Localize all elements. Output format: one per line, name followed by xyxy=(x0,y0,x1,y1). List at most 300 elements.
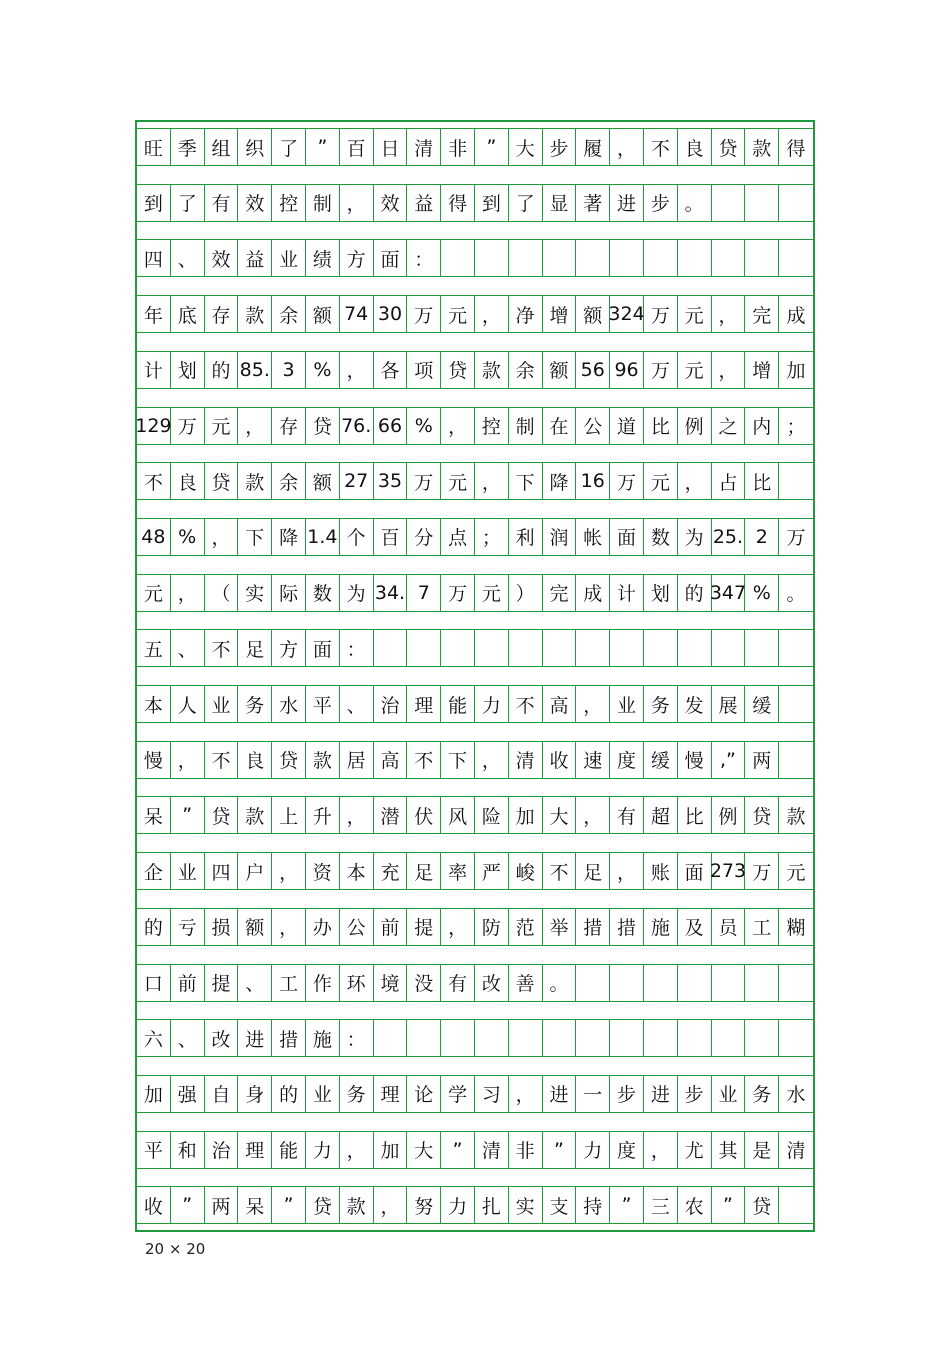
grid-cell: 347 xyxy=(712,575,746,611)
grid-cell xyxy=(745,630,779,666)
grid-cell: 元 xyxy=(475,575,509,611)
grid-cell: 数 xyxy=(306,575,340,611)
grid-cell: 元 xyxy=(205,408,239,444)
grid-cell: 完 xyxy=(745,296,779,332)
grid-cell: ， xyxy=(171,742,205,778)
grid-cell: ， xyxy=(610,129,644,165)
grid-cell: 完 xyxy=(543,575,577,611)
grid-cell: 前 xyxy=(374,909,408,945)
grid-cell: 。 xyxy=(678,185,712,221)
grid-cell: 的 xyxy=(678,575,712,611)
grid-cell: 著 xyxy=(576,185,610,221)
grid-cell: 前 xyxy=(171,965,205,1001)
grid-row xyxy=(137,462,813,500)
grid-cell: ， xyxy=(272,909,306,945)
grid-cell: 收 xyxy=(137,1187,171,1223)
grid-row xyxy=(137,741,813,779)
grid-cell: 员 xyxy=(712,909,746,945)
grid-cell: ， xyxy=(576,797,610,833)
grid-cell: 缓 xyxy=(644,742,678,778)
grid-cell: 额 xyxy=(306,296,340,332)
grid-cell: 元 xyxy=(786,861,806,884)
grid-cell: 支 xyxy=(543,1187,577,1223)
grid-cell: 险 xyxy=(475,797,509,833)
grid-cell: 四 xyxy=(205,853,239,889)
grid-cell: 织 xyxy=(238,129,272,165)
grid-cell: 有 xyxy=(205,185,239,221)
grid-cell: 、 xyxy=(340,686,374,722)
grid-cell: 余 xyxy=(272,296,306,332)
grid-cell: 之 xyxy=(712,408,746,444)
grid-cell xyxy=(576,1020,610,1056)
grid-cell: 防 xyxy=(475,909,509,945)
grid-cell: 占 xyxy=(712,463,746,499)
grid-cell: 款 xyxy=(786,805,806,828)
grid-cell: 款 xyxy=(745,129,779,165)
grid-cell: ， xyxy=(475,742,509,778)
grid-cell: 持 xyxy=(576,1187,610,1223)
grid-cell: 内 xyxy=(745,408,779,444)
grid-cell: 96 xyxy=(610,352,644,388)
grid-cell: 改 xyxy=(475,965,509,1001)
grid-cell: 为 xyxy=(340,575,374,611)
grid-cell: 益 xyxy=(238,240,272,276)
grid-cell: 务 xyxy=(644,686,678,722)
grid-cell: 清 xyxy=(475,1132,509,1168)
grid-size-caption: 20 × 20 xyxy=(145,1240,206,1258)
grid-cell: 加 xyxy=(374,1132,408,1168)
grid-cell: 步 xyxy=(678,1076,712,1112)
grid-cell xyxy=(576,965,610,1001)
grid-cell: 76. xyxy=(340,408,374,444)
grid-cell xyxy=(576,240,610,276)
grid-cell: ， xyxy=(678,463,712,499)
grid-cell: 改 xyxy=(205,1020,239,1056)
grid-cell xyxy=(745,1020,779,1056)
grid-cell: 业 xyxy=(712,1076,746,1112)
grid-cell: 利 xyxy=(509,519,543,555)
grid-cell: 措 xyxy=(272,1020,306,1056)
grid-cell: 季 xyxy=(171,129,205,165)
grid-cell: 实 xyxy=(509,1187,543,1223)
grid-cell: 不 xyxy=(407,742,441,778)
grid-cell: 。 xyxy=(786,583,806,606)
grid-cell: 措 xyxy=(576,909,610,945)
grid-cell: 居 xyxy=(340,742,374,778)
grid-cell: 能 xyxy=(272,1132,306,1168)
grid-cell: 非 xyxy=(441,129,475,165)
grid-cell: 组 xyxy=(205,129,239,165)
grid-cell: 面 xyxy=(374,240,408,276)
grid-row xyxy=(137,1186,813,1224)
grid-cell: ， xyxy=(340,797,374,833)
grid-cell: % xyxy=(407,408,441,444)
grid-cell: 提 xyxy=(407,909,441,945)
grid-cell: 习 xyxy=(475,1076,509,1112)
grid-cell: 降 xyxy=(543,463,577,499)
grid-cell: 步 xyxy=(610,1076,644,1112)
grid-cell: ” xyxy=(441,1132,475,1168)
grid-cell: 比 xyxy=(678,797,712,833)
grid-cell: 额 xyxy=(576,296,610,332)
grid-cell: 比 xyxy=(745,463,779,499)
grid-cell: 措 xyxy=(610,909,644,945)
grid-cell: 大 xyxy=(543,797,577,833)
grid-cell: 力 xyxy=(306,1132,340,1168)
grid-cell: 作 xyxy=(306,965,340,1001)
grid-cell: 治 xyxy=(374,686,408,722)
grid-cell: 水 xyxy=(786,1084,806,1107)
grid-cell: 良 xyxy=(238,742,272,778)
grid-cell: 16 xyxy=(576,463,610,499)
grid-cell: 速 xyxy=(576,742,610,778)
grid-cell: 不 xyxy=(137,463,171,499)
grid-cell: 面 xyxy=(678,853,712,889)
grid-cell: 额 xyxy=(238,909,272,945)
grid-cell: 面 xyxy=(610,519,644,555)
grid-cell: 2 xyxy=(745,519,779,555)
grid-cell: 尤 xyxy=(678,1132,712,1168)
grid-cell: 业 xyxy=(171,853,205,889)
grid-cell: 、 xyxy=(171,630,205,666)
grid-cell: 万 xyxy=(644,352,678,388)
grid-cell: 划 xyxy=(171,352,205,388)
grid-cell xyxy=(678,630,712,666)
grid-cell: 的 xyxy=(272,1076,306,1112)
grid-cell: 资 xyxy=(306,853,340,889)
grid-cell: 成 xyxy=(786,304,806,327)
grid-cell: ， xyxy=(340,1132,374,1168)
grid-cell: ， xyxy=(712,296,746,332)
grid-cell: 进 xyxy=(543,1076,577,1112)
grid-cell: 额 xyxy=(543,352,577,388)
grid-cell xyxy=(678,1020,712,1056)
grid-cell: 企 xyxy=(137,853,171,889)
grid-cell: ， xyxy=(509,1076,543,1112)
grid-cell: 一 xyxy=(576,1076,610,1112)
grid-cell xyxy=(374,1020,408,1056)
grid-cell: 伏 xyxy=(407,797,441,833)
grid-cell: 万 xyxy=(610,463,644,499)
grid-cell xyxy=(779,686,813,722)
grid-cell xyxy=(610,630,644,666)
grid-cell: ” xyxy=(171,1187,205,1223)
grid-cell: 降 xyxy=(272,519,306,555)
grid-cell: 平 xyxy=(306,686,340,722)
grid-cell: 绩 xyxy=(306,240,340,276)
grid-row xyxy=(137,629,813,667)
grid-cell: 存 xyxy=(205,296,239,332)
grid-cell xyxy=(644,240,678,276)
grid-cell: 计 xyxy=(610,575,644,611)
grid-cell: 进 xyxy=(610,185,644,221)
grid-cell: ” xyxy=(543,1132,577,1168)
grid-cell: 元 xyxy=(441,296,475,332)
grid-cell: 慢 xyxy=(137,742,171,778)
grid-row xyxy=(137,239,813,277)
grid-cell: ” xyxy=(306,129,340,165)
grid-cell: ： xyxy=(340,630,374,666)
grid-cell xyxy=(712,965,746,1001)
grid-cell: ， xyxy=(441,408,475,444)
grid-cell xyxy=(678,965,712,1001)
grid-cell: 步 xyxy=(543,129,577,165)
grid-cell: 1.4 xyxy=(306,519,340,555)
grid-cell: 25. xyxy=(712,519,746,555)
grid-cell: 范 xyxy=(509,909,543,945)
manuscript-grid xyxy=(135,120,815,1232)
grid-cell: 理 xyxy=(407,686,441,722)
grid-cell: 元 xyxy=(678,296,712,332)
grid-cell: 下 xyxy=(441,742,475,778)
grid-cell: 元 xyxy=(644,463,678,499)
grid-cell: 努 xyxy=(407,1187,441,1223)
grid-cell: 控 xyxy=(272,185,306,221)
grid-cell: 良 xyxy=(171,463,205,499)
grid-cell: 27 xyxy=(340,463,374,499)
grid-cell: 良 xyxy=(678,129,712,165)
grid-cell: 道 xyxy=(610,408,644,444)
grid-cell: 足 xyxy=(238,630,272,666)
grid-cell: 万 xyxy=(745,853,779,889)
grid-cell xyxy=(543,1020,577,1056)
grid-cell: 清 xyxy=(509,742,543,778)
grid-cell: 清 xyxy=(786,1140,806,1163)
grid-cell: ， xyxy=(340,185,374,221)
grid-cell: ， xyxy=(475,463,509,499)
grid-row xyxy=(137,964,813,1002)
grid-cell: 是 xyxy=(745,1132,779,1168)
grid-row xyxy=(137,852,813,890)
grid-cell: 损 xyxy=(205,909,239,945)
grid-cell: 两 xyxy=(745,742,779,778)
grid-cell: 273 xyxy=(712,853,746,889)
grid-cell: 日 xyxy=(374,129,408,165)
grid-cell: 万 xyxy=(407,463,441,499)
grid-cell: 其 xyxy=(712,1132,746,1168)
grid-cell xyxy=(543,630,577,666)
grid-row xyxy=(137,407,813,445)
grid-cell: 户 xyxy=(238,853,272,889)
grid-cell: 129 xyxy=(137,408,171,444)
grid-cell: ） xyxy=(509,575,543,611)
grid-cell: 贷 xyxy=(272,742,306,778)
grid-cell: 元 xyxy=(441,463,475,499)
grid-cell: ， xyxy=(475,296,509,332)
grid-cell: 成 xyxy=(576,575,610,611)
grid-cell: ， xyxy=(374,1187,408,1223)
grid-cell: 度 xyxy=(610,1132,644,1168)
grid-cell xyxy=(779,965,813,1001)
grid-cell: 贷 xyxy=(205,463,239,499)
grid-cell: 控 xyxy=(475,408,509,444)
grid-cell: 大 xyxy=(509,129,543,165)
grid-cell: 履 xyxy=(576,129,610,165)
grid-cell: 划 xyxy=(644,575,678,611)
grid-cell: 款 xyxy=(238,797,272,833)
grid-cell: 款 xyxy=(238,463,272,499)
grid-cell: 项 xyxy=(407,352,441,388)
grid-cell xyxy=(644,1020,678,1056)
grid-cell: 帐 xyxy=(576,519,610,555)
grid-cell: 六 xyxy=(137,1020,171,1056)
grid-cell: 两 xyxy=(205,1187,239,1223)
grid-cell: 提 xyxy=(205,965,239,1001)
grid-cell: ， xyxy=(272,853,306,889)
grid-cell: 加 xyxy=(509,797,543,833)
grid-cell: 呆 xyxy=(238,1187,272,1223)
grid-cell: 办 xyxy=(306,909,340,945)
grid-cell: 举 xyxy=(543,909,577,945)
grid-cell: 超 xyxy=(644,797,678,833)
grid-cell: 益 xyxy=(407,185,441,221)
grid-cell xyxy=(441,1020,475,1056)
grid-cell: 加 xyxy=(786,360,806,383)
grid-cell: 百 xyxy=(374,519,408,555)
grid-cell: 力 xyxy=(441,1187,475,1223)
grid-cell: 不 xyxy=(644,129,678,165)
grid-cell: ， xyxy=(205,519,239,555)
grid-cell xyxy=(407,630,441,666)
grid-cell: 三 xyxy=(644,1187,678,1223)
grid-cell: （ xyxy=(205,575,239,611)
grid-cell xyxy=(576,630,610,666)
grid-cell: 款 xyxy=(340,1187,374,1223)
grid-cell: ： xyxy=(340,1020,374,1056)
grid-cell xyxy=(644,630,678,666)
grid-cell: 个 xyxy=(340,519,374,555)
grid-cell: ” xyxy=(712,1187,746,1223)
grid-cell xyxy=(779,463,813,499)
grid-cell: 加 xyxy=(137,1076,171,1112)
grid-cell: 款 xyxy=(475,352,509,388)
grid-cell: 账 xyxy=(644,853,678,889)
grid-cell: % xyxy=(306,352,340,388)
grid-cell: 有 xyxy=(610,797,644,833)
grid-cell: 充 xyxy=(374,853,408,889)
grid-cell: 到 xyxy=(475,185,509,221)
grid-cell: 余 xyxy=(509,352,543,388)
grid-cell: 存 xyxy=(272,408,306,444)
grid-cell: 效 xyxy=(205,240,239,276)
grid-cell: 显 xyxy=(543,185,577,221)
grid-cell: 、 xyxy=(238,965,272,1001)
grid-cell: ； xyxy=(786,416,806,438)
grid-cell: 不 xyxy=(205,742,239,778)
grid-cell: 制 xyxy=(509,408,543,444)
grid-cell: 本 xyxy=(340,853,374,889)
grid-cell: 点 xyxy=(441,519,475,555)
grid-cell: ,” xyxy=(712,742,746,778)
grid-cell: ” xyxy=(475,129,509,165)
grid-cell: 风 xyxy=(441,797,475,833)
grid-cell: 得 xyxy=(441,185,475,221)
grid-cell xyxy=(745,185,779,221)
grid-cell: 进 xyxy=(644,1076,678,1112)
grid-cell: 款 xyxy=(306,742,340,778)
grid-row xyxy=(137,184,813,222)
grid-cell: 不 xyxy=(205,630,239,666)
grid-cell xyxy=(509,1020,543,1056)
grid-cell: 效 xyxy=(374,185,408,221)
grid-cell: 境 xyxy=(374,965,408,1001)
grid-cell: 际 xyxy=(272,575,306,611)
grid-cell xyxy=(610,965,644,1001)
grid-cell: 上 xyxy=(272,797,306,833)
grid-cell: 环 xyxy=(340,965,374,1001)
grid-cell: 3 xyxy=(272,352,306,388)
grid-cell: 34. xyxy=(374,575,408,611)
grid-cell: ” xyxy=(610,1187,644,1223)
grid-row xyxy=(137,796,813,834)
grid-cell xyxy=(779,1020,813,1056)
grid-cell: 下 xyxy=(238,519,272,555)
grid-row xyxy=(137,1019,813,1057)
grid-cell: 324 xyxy=(610,296,644,332)
grid-cell: 峻 xyxy=(509,853,543,889)
grid-cell: 各 xyxy=(374,352,408,388)
grid-cell: 30 xyxy=(374,296,408,332)
grid-cell xyxy=(745,965,779,1001)
grid-cell: 亏 xyxy=(171,909,205,945)
grid-cell: 身 xyxy=(238,1076,272,1112)
grid-cell: 净 xyxy=(509,296,543,332)
grid-cell: 发 xyxy=(678,686,712,722)
grid-cell: 了 xyxy=(272,129,306,165)
grid-cell: 例 xyxy=(678,408,712,444)
grid-cell: 业 xyxy=(272,240,306,276)
grid-cell: 潜 xyxy=(374,797,408,833)
grid-cell: 贷 xyxy=(441,352,475,388)
grid-cell xyxy=(712,240,746,276)
grid-cell: 度 xyxy=(610,742,644,778)
grid-cell: 了 xyxy=(171,185,205,221)
grid-cell: 效 xyxy=(238,185,272,221)
grid-cell: 务 xyxy=(340,1076,374,1112)
grid-cell: 万 xyxy=(644,296,678,332)
grid-cell: 元 xyxy=(678,352,712,388)
grid-cell xyxy=(509,630,543,666)
grid-cell: 理 xyxy=(238,1132,272,1168)
grid-cell: 和 xyxy=(171,1132,205,1168)
grid-cell: 及 xyxy=(678,909,712,945)
grid-cell xyxy=(745,240,779,276)
grid-cell: 足 xyxy=(407,853,441,889)
grid-cell: 、 xyxy=(171,1020,205,1056)
grid-cell: 74 xyxy=(340,296,374,332)
grid-cell: 升 xyxy=(306,797,340,833)
grid-cell: 的 xyxy=(137,909,171,945)
grid-cell: 工 xyxy=(745,909,779,945)
grid-cell: 呆 xyxy=(137,797,171,833)
grid-cell xyxy=(475,1020,509,1056)
grid-cell: 高 xyxy=(374,742,408,778)
grid-cell: 年 xyxy=(137,296,171,332)
grid-cell: ； xyxy=(475,519,509,555)
grid-cell: 66 xyxy=(374,408,408,444)
grid-cell: 数 xyxy=(644,519,678,555)
grid-cell: 善 xyxy=(509,965,543,1001)
grid-cell: 治 xyxy=(205,1132,239,1168)
grid-cell: 计 xyxy=(137,352,171,388)
grid-cell: 自 xyxy=(205,1076,239,1112)
grid-cell: 实 xyxy=(238,575,272,611)
grid-cell: 增 xyxy=(745,352,779,388)
grid-cell: 例 xyxy=(712,797,746,833)
grid-cell: 元 xyxy=(137,575,171,611)
grid-cell xyxy=(441,630,475,666)
grid-cell xyxy=(644,965,678,1001)
